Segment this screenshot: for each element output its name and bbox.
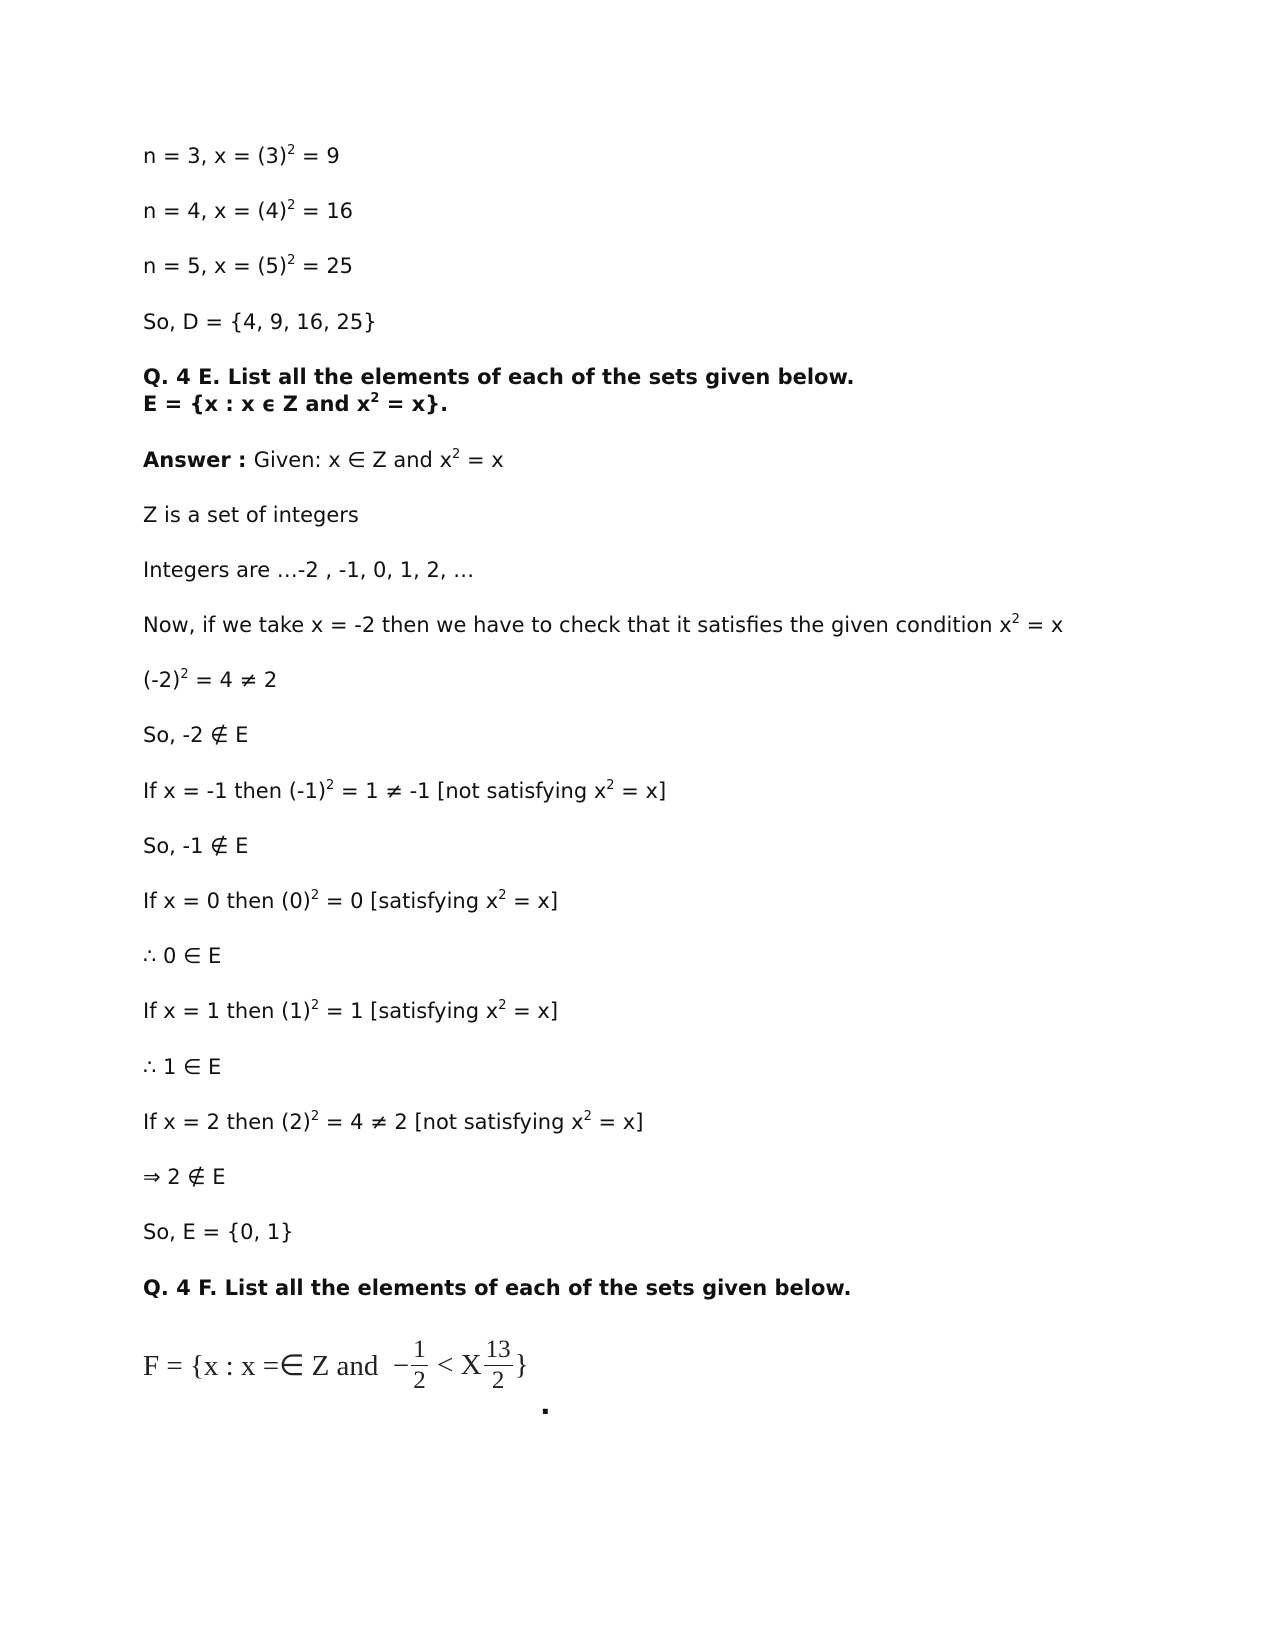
text-line	[143, 557, 474, 583]
text-line	[143, 1219, 294, 1245]
text-line	[143, 143, 340, 169]
text-line	[143, 447, 504, 473]
text-segment: So, -2 ∉ E	[143, 723, 249, 747]
text-line	[143, 253, 353, 279]
fraction-denominator: 2	[413, 1367, 426, 1394]
text-line	[143, 1054, 221, 1080]
text-line	[143, 309, 377, 335]
text-segment: (-2)	[143, 668, 181, 692]
fraction-denominator: 2	[491, 1367, 505, 1394]
formula-suffix: }	[514, 1349, 529, 1381]
text-segment: If x = 0 then (0)	[143, 889, 311, 913]
text-segment: E = {x : x ϵ Z and x	[143, 392, 371, 416]
fraction-thirteen-halves	[484, 1335, 513, 1396]
formula-middle: < X	[429, 1349, 482, 1381]
text-segment: Q. 4 F. List all the elements of each of the sets given below.	[143, 1276, 852, 1300]
text-line	[143, 722, 248, 748]
text-segment: = 4 ≠ 2 [not satisfying x	[319, 1110, 584, 1134]
text-line	[143, 778, 666, 804]
text-segment: ∴ 1 ∈ E	[143, 1055, 222, 1079]
superscript: 2	[310, 998, 320, 1013]
text-segment: ∴ 0 ∈ E	[143, 944, 222, 968]
text-segment: n = 5, x = (5)	[143, 254, 288, 278]
superscript: 2	[326, 778, 335, 793]
text-segment: n = 3, x = (3)	[143, 144, 288, 168]
text-segment: So, -1 ∉ E	[143, 834, 249, 858]
superscript: 2	[180, 667, 189, 682]
text-segment: = x]	[506, 889, 559, 913]
text-segment: = 1 [satisfying x	[319, 999, 499, 1023]
fraction-numerator: 1	[411, 1335, 428, 1366]
superscript: 2	[287, 143, 296, 158]
text-segment: So, E = {0, 1}	[143, 1220, 294, 1244]
text-segment: = 9	[295, 144, 340, 168]
text-line	[143, 612, 1063, 638]
text-segment: Q. 4 E. List all the elements of each of the sets given below.	[143, 365, 855, 389]
superscript: 2	[310, 1109, 320, 1124]
text-segment: = x]	[591, 1110, 644, 1134]
text-line	[143, 1275, 851, 1301]
text-segment: = 0 [satisfying x	[319, 889, 499, 913]
text-segment: Given: x ∈ Z and x	[253, 448, 452, 472]
superscript: 2	[498, 998, 507, 1013]
text-segment: = x]	[614, 779, 667, 803]
text-segment: If x = 2 then (2)	[143, 1110, 311, 1134]
superscript: 2	[583, 1109, 592, 1124]
text-segment: = x	[1019, 613, 1064, 637]
text-line	[143, 1109, 643, 1135]
text-segment: = 1 ≠ -1 [not satisfying x	[334, 779, 607, 803]
text-line	[143, 998, 558, 1024]
superscript: 2	[498, 888, 507, 903]
text-segment: = x}.	[379, 392, 449, 416]
text-line	[143, 364, 855, 390]
text-line	[143, 391, 448, 417]
text-line	[143, 198, 353, 224]
superscript: 2	[287, 253, 296, 268]
text-segment: If x = -1 then (-1)	[143, 779, 327, 803]
text-segment: = 4 ≠ 2	[188, 668, 278, 692]
text-segment: Z is a set of integers	[143, 503, 359, 527]
superscript: 2	[1011, 612, 1020, 627]
text-segment: ⇒ 2 ∉ E	[143, 1165, 226, 1189]
superscript: 2	[452, 447, 461, 462]
text-line	[143, 833, 248, 859]
text-segment: Answer :	[143, 448, 254, 472]
text-segment: = 25	[295, 254, 354, 278]
text-line	[143, 1164, 226, 1190]
text-segment: = x]	[506, 999, 559, 1023]
superscript: 2	[370, 391, 380, 406]
text-line	[143, 667, 277, 693]
set-f-formula	[143, 1335, 529, 1396]
formula-prefix: F = {x : x =∈ Z and −	[143, 1350, 410, 1382]
fraction-numerator: 13	[484, 1335, 513, 1366]
text-segment: = 16	[295, 199, 354, 223]
formula-trailing-dot: .	[540, 1388, 551, 1421]
text-line	[143, 943, 221, 969]
text-segment: Integers are …-2 , -1, 0, 1, 2, …	[143, 558, 475, 582]
text-segment: If x = 1 then (1)	[143, 999, 311, 1023]
superscript: 2	[310, 888, 320, 903]
text-line	[143, 888, 558, 914]
text-segment: So, D = {4, 9, 16, 25}	[143, 310, 377, 334]
text-segment: = x	[460, 448, 504, 472]
text-segment: n = 4, x = (4)	[143, 199, 288, 223]
superscript: 2	[606, 778, 615, 793]
text-line	[143, 502, 359, 528]
fraction-one-half	[411, 1335, 428, 1396]
superscript: 2	[287, 198, 296, 213]
text-segment: Now, if we take x = -2 then we have to check that it satisfies the given condition x	[143, 613, 1012, 637]
